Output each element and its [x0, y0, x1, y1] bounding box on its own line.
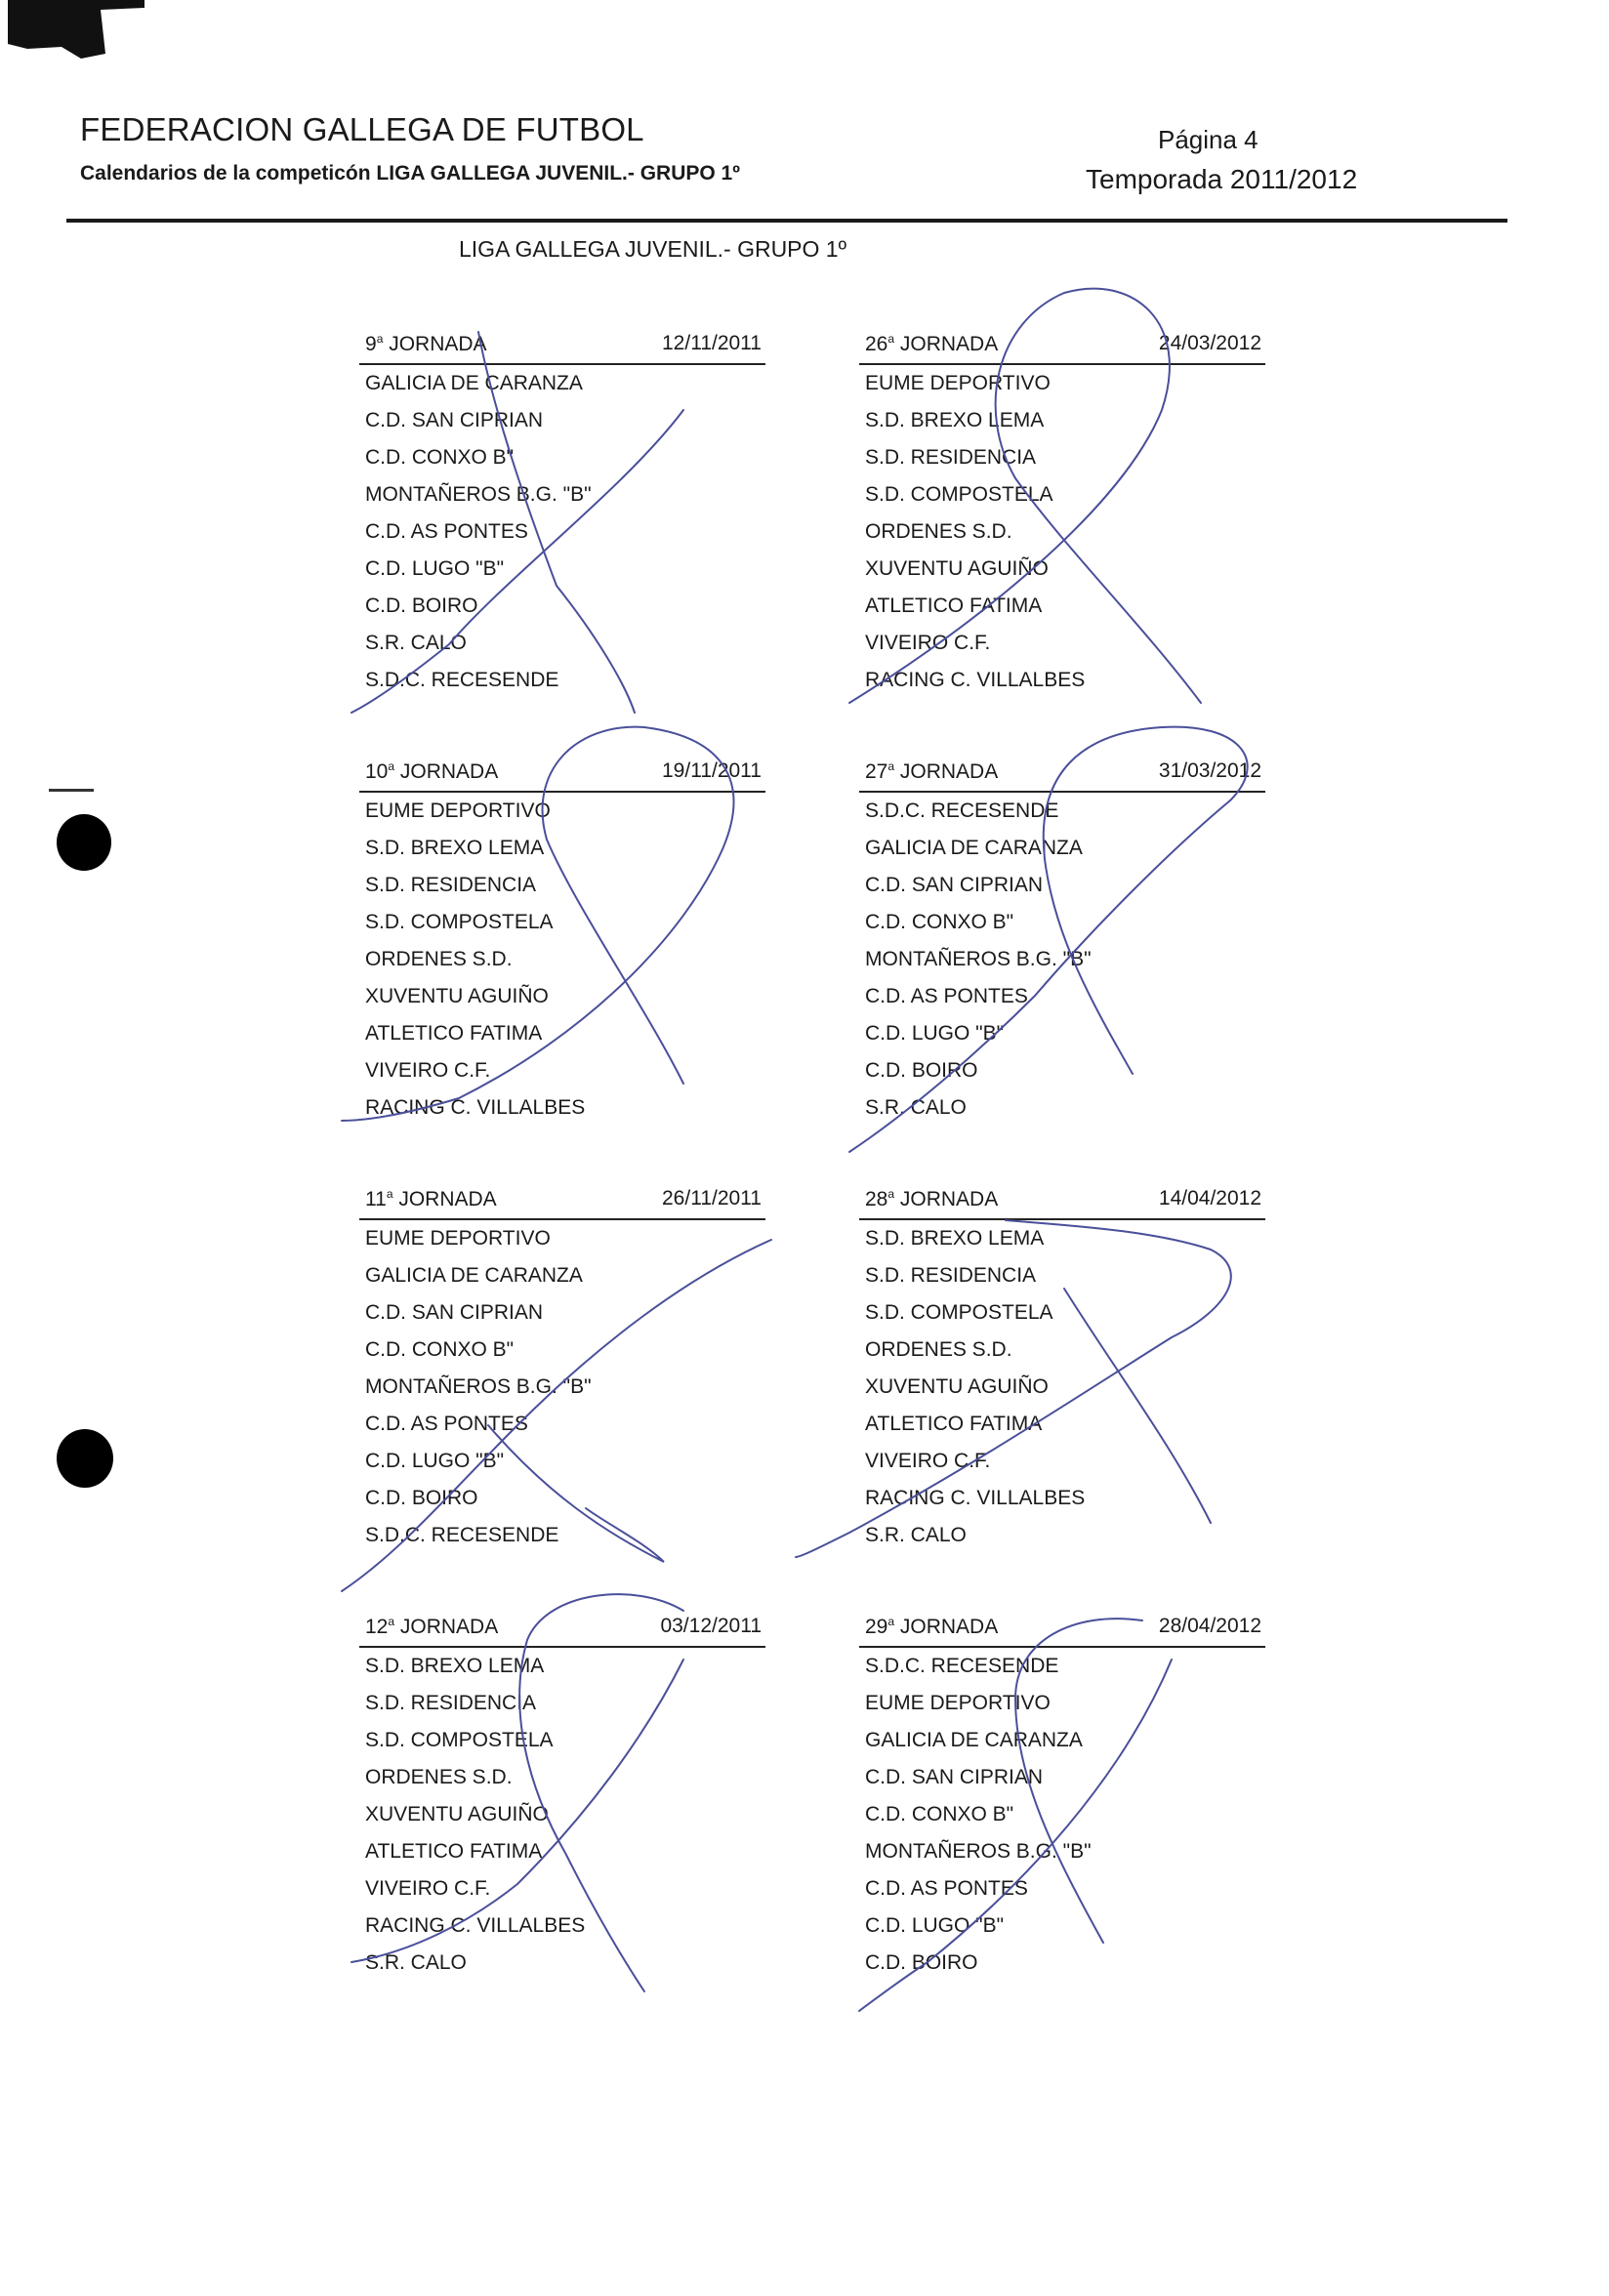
team-item: S.D. BREXO LEMA — [365, 1655, 545, 1677]
team-item: C.D. AS PONTES — [365, 520, 528, 543]
team-item: S.D. COMPOSTELA — [865, 483, 1053, 506]
team-item: C.D. LUGO "B" — [865, 1914, 1005, 1937]
team-item: XUVENTU AGUIÑO — [365, 1803, 549, 1825]
team-item: ORDENES S.D. — [865, 520, 1012, 543]
jornada-date: 03/12/2011 — [660, 1615, 762, 1637]
team-item: C.D. SAN CIPRIAN — [865, 1766, 1044, 1788]
jornada-header — [359, 324, 765, 365]
jornada-title: 10$^a$ JORNADA — [365, 759, 499, 783]
team-item: C.D. SAN CIPRIAN — [865, 874, 1044, 896]
team-item: ATLETICO FATIMA — [865, 594, 1043, 617]
team-list — [359, 793, 765, 1127]
jornada-10-block — [359, 752, 765, 1127]
team-list — [859, 793, 1265, 1127]
team-list — [859, 1648, 1265, 1982]
team-item: S.D. COMPOSTELA — [365, 911, 554, 933]
jornada-header — [359, 752, 765, 793]
team-item: C.D. CONXO B" — [865, 1803, 1014, 1825]
jornada-title: 12$^a$ JORNADA — [365, 1615, 499, 1638]
team-item: S.R. CALO — [865, 1096, 967, 1119]
team-item: C.D. LUGO "B" — [865, 1022, 1005, 1045]
jornada-29-block — [859, 1607, 1265, 1982]
team-item: S.R. CALO — [865, 1524, 967, 1546]
team-item: EUME DEPORTIVO — [865, 1692, 1051, 1714]
jornada-title: 26$^a$ JORNADA — [865, 332, 999, 355]
team-item: MONTAÑEROS B.G. "B" — [365, 483, 592, 506]
team-item: VIVEIRO C.F. — [865, 632, 991, 654]
team-item: ORDENES S.D. — [365, 1766, 513, 1788]
header-divider — [66, 219, 1507, 223]
team-list — [359, 1220, 765, 1554]
team-item: S.R. CALO — [365, 632, 467, 654]
team-item: RACING C. VILLALBES — [365, 1914, 586, 1937]
jornada-11-block — [359, 1179, 765, 1554]
team-item: GALICIA DE CARANZA — [865, 837, 1083, 859]
jornada-header — [859, 324, 1265, 365]
team-list — [359, 1648, 765, 1982]
team-list — [359, 365, 765, 699]
team-item: EUME DEPORTIVO — [365, 800, 551, 822]
team-item: ORDENES S.D. — [865, 1338, 1012, 1361]
punch-hole-mark — [49, 789, 94, 792]
team-item: C.D. AS PONTES — [865, 985, 1028, 1007]
team-item: C.D. SAN CIPRIAN — [365, 409, 544, 431]
jornada-date: 19/11/2011 — [662, 759, 762, 782]
jornada-date: 31/03/2012 — [1158, 759, 1261, 782]
team-item: C.D. CONXO B" — [865, 911, 1014, 933]
team-list — [859, 365, 1265, 699]
team-item: VIVEIRO C.F. — [865, 1450, 991, 1472]
team-item: C.D. AS PONTES — [865, 1877, 1028, 1900]
jornada-9-block — [359, 324, 765, 699]
jornada-title: 29$^a$ JORNADA — [865, 1615, 999, 1638]
team-item: VIVEIRO C.F. — [365, 1877, 491, 1900]
team-item: GALICIA DE CARANZA — [365, 1264, 583, 1287]
punch-hole-top — [57, 814, 111, 871]
team-item: MONTAÑEROS B.G. "B" — [365, 1375, 592, 1398]
jornada-header — [859, 1607, 1265, 1648]
team-item: ATLETICO FATIMA — [865, 1413, 1043, 1435]
team-item: MONTAÑEROS B.G. "B" — [865, 948, 1092, 970]
team-item: S.D. BREXO LEMA — [865, 1227, 1045, 1250]
jornada-title: 11$^a$ JORNADA — [365, 1187, 497, 1210]
jornada-title: 9$^a$ JORNADA — [365, 332, 487, 355]
team-item: XUVENTU AGUIÑO — [365, 985, 549, 1007]
team-item: XUVENTU AGUIÑO — [865, 557, 1049, 580]
team-item: S.D. COMPOSTELA — [365, 1729, 554, 1751]
jornada-header — [359, 1607, 765, 1648]
team-item: S.D.C. RECESENDE — [365, 669, 559, 691]
team-item: GALICIA DE CARANZA — [865, 1729, 1083, 1751]
jornada-12-block — [359, 1607, 765, 1982]
team-item: S.D.C. RECESENDE — [365, 1524, 559, 1546]
jornada-date: 24/03/2012 — [1158, 332, 1261, 354]
jornada-date: 12/11/2011 — [662, 332, 762, 354]
team-item: C.D. BOIRO — [365, 1487, 478, 1509]
team-item: C.D. SAN CIPRIAN — [365, 1301, 544, 1324]
jornada-header — [859, 752, 1265, 793]
team-item: C.D. BOIRO — [365, 594, 478, 617]
team-item: EUME DEPORTIVO — [865, 372, 1051, 394]
team-item: C.D. LUGO "B" — [365, 1450, 505, 1472]
jornada-28-block — [859, 1179, 1265, 1554]
team-item: S.D.C. RECESENDE — [865, 800, 1059, 822]
team-item: VIVEIRO C.F. — [365, 1059, 491, 1082]
team-item: RACING C. VILLALBES — [365, 1096, 586, 1119]
team-item: S.D.C. RECESENDE — [865, 1655, 1059, 1677]
jornada-27-block — [859, 752, 1265, 1127]
team-item: RACING C. VILLALBES — [865, 1487, 1086, 1509]
team-item: C.D. CONXO B" — [365, 446, 515, 469]
team-item: EUME DEPORTIVO — [365, 1227, 551, 1250]
punch-hole-bottom — [57, 1429, 113, 1488]
season-label: Temporada 2011/2012 — [1086, 164, 1358, 194]
team-item: C.D. CONXO B" — [365, 1338, 515, 1361]
team-item: S.D. RESIDENCIA — [865, 446, 1037, 469]
team-item: S.D. BREXO LEMA — [365, 837, 545, 859]
jornada-26-block — [859, 324, 1265, 699]
team-item: GALICIA DE CARANZA — [365, 372, 583, 394]
jornada-header — [859, 1179, 1265, 1220]
team-item: C.D. BOIRO — [865, 1059, 978, 1082]
federation-title: FEDERACION GALLEGA DE FUTBOL — [80, 111, 644, 147]
jornada-header — [359, 1179, 765, 1220]
team-item: S.D. BREXO LEMA — [865, 409, 1045, 431]
team-item: S.R. CALO — [365, 1951, 467, 1974]
team-item: XUVENTU AGUIÑO — [865, 1375, 1049, 1398]
team-item: S.D. RESIDENCIA — [365, 874, 537, 896]
team-item: S.D. COMPOSTELA — [865, 1301, 1053, 1324]
jornada-date: 28/04/2012 — [1158, 1615, 1261, 1637]
jornada-date: 14/04/2012 — [1158, 1187, 1261, 1210]
team-item: MONTAÑEROS B.G. "B" — [865, 1840, 1092, 1863]
team-item: C.D. AS PONTES — [365, 1413, 528, 1435]
calendar-subtitle: Calendarios de la competicón LIGA GALLEGA JUVENIL.- GRUPO 1º — [80, 162, 740, 184]
jornada-title: 27$^a$ JORNADA — [865, 759, 999, 783]
league-title: LIGA GALLEGA JUVENIL.- GRUPO 1º — [459, 236, 846, 262]
team-item: S.D. RESIDENCIA — [865, 1264, 1037, 1287]
team-item: ORDENES S.D. — [365, 948, 513, 970]
team-item: ATLETICO FATIMA — [365, 1840, 543, 1863]
team-item: RACING C. VILLALBES — [865, 669, 1086, 691]
team-list — [859, 1220, 1265, 1554]
scan-corner-mark — [8, 0, 144, 59]
jornada-date: 26/11/2011 — [662, 1187, 762, 1210]
team-item: C.D. LUGO "B" — [365, 557, 505, 580]
page-number: Página 4 — [1158, 125, 1258, 154]
team-item: C.D. BOIRO — [865, 1951, 978, 1974]
jornada-title: 28$^a$ JORNADA — [865, 1187, 999, 1210]
team-item: ATLETICO FATIMA — [365, 1022, 543, 1045]
team-item: S.D. RESIDENCIA — [365, 1692, 537, 1714]
